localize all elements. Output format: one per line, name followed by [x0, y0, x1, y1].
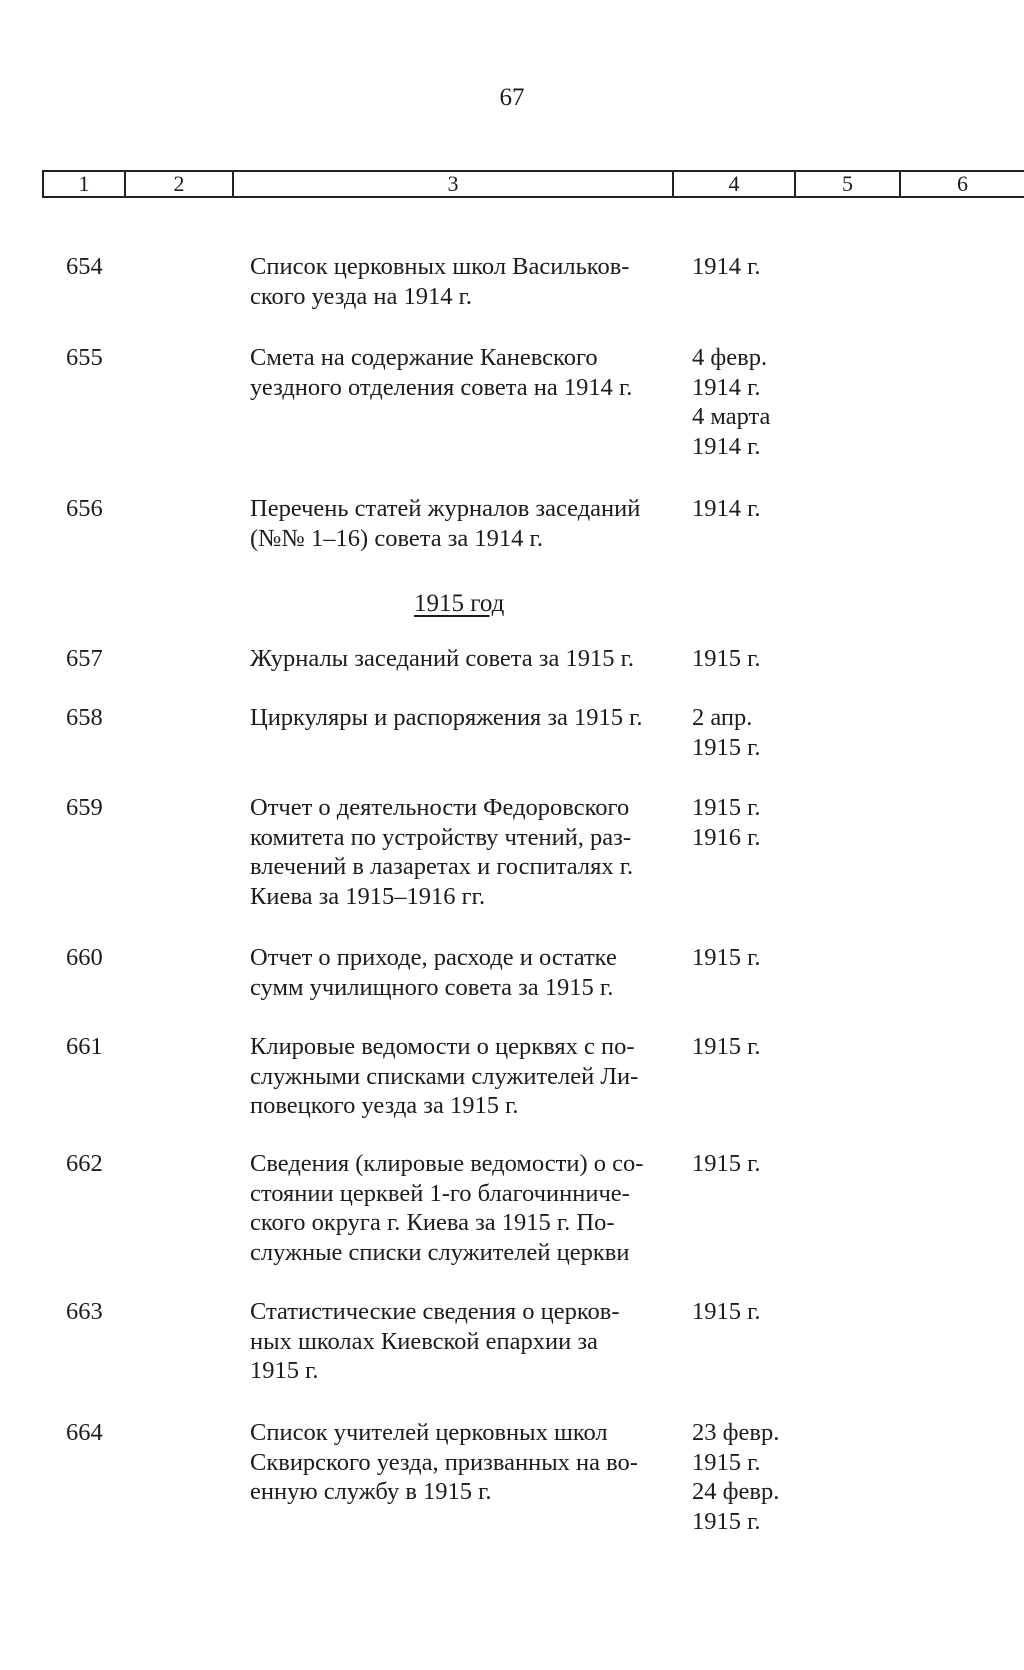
entry-title-line: стоянии церквей 1-го благочинниче- [250, 1179, 630, 1207]
entry-date-line: 4 февр. [692, 344, 768, 371]
entry-date-line: 1915 г. [692, 1448, 761, 1476]
column-header-2: 2 [126, 172, 234, 196]
entry-number: 662 [66, 1150, 103, 1177]
entry-date-line: 2 апр. [692, 704, 753, 731]
entry-title-line: Отчет о деятельности Федоровского [250, 794, 630, 821]
entry-date-line: 1915 г. [692, 645, 761, 672]
entry-title-line: служными списками служителей Ли- [250, 1062, 639, 1090]
entry-title [250, 494, 670, 553]
entry-date-line: 23 февр. [692, 1419, 780, 1446]
entry-title [250, 644, 670, 674]
entry-dates [692, 703, 761, 762]
entry-date-line: 4 марта [692, 403, 771, 430]
entry-title-line: Клировые ведомости о церквях с по- [250, 1033, 635, 1060]
entry-date-line: 1915 г. [692, 733, 761, 761]
entry-date-line: 1915 г. [692, 944, 761, 971]
entry-dates [692, 1418, 779, 1536]
entry-dates [692, 494, 761, 524]
entry-title-line: Журналы заседаний совета за 1915 г. [250, 645, 634, 672]
entry-date-line: 1915 г. [692, 794, 761, 821]
entry-dates [692, 1149, 761, 1179]
entry-title [250, 703, 670, 733]
entry-title [250, 1149, 670, 1267]
entry-date-line: 1914 г. [692, 373, 761, 401]
entry-title-line: уездного отделения совета на 1914 г. [250, 373, 633, 401]
column-header-3: 3 [234, 172, 674, 196]
entry-title-line: енную службу в 1915 г. [250, 1478, 492, 1505]
entry-title [250, 343, 670, 402]
entry-title [250, 1032, 670, 1121]
entry-title-line: повецкого уезда за 1915 г. [250, 1092, 519, 1119]
entry-title-line: Список церковных школ Васильков- [250, 253, 630, 280]
entry-date-line: 1914 г. [692, 495, 761, 522]
entry-date-line: 1915 г. [692, 1298, 761, 1325]
entry-dates [692, 644, 761, 674]
entry-title-line: ского уезда на 1914 г. [250, 282, 473, 310]
entry-title-line: Перечень статей журналов заседаний [250, 495, 641, 522]
entry-title [250, 793, 670, 911]
entry-title-line: комитета по устройству чтений, раз- [250, 823, 632, 851]
entry-title-line: Отчет о приходе, расходе и остатке [250, 944, 617, 971]
year-heading: 1915 год [414, 590, 505, 617]
page-number: 67 [499, 84, 525, 111]
entry-title-line: сумм училищного совета за 1915 г. [250, 973, 614, 1001]
entry-date-line: 1914 г. [692, 432, 761, 460]
entry-title-line: Статистические сведения о церков- [250, 1298, 620, 1325]
column-header-1: 1 [44, 172, 126, 196]
entry-date-line: 1914 г. [692, 253, 761, 280]
entry-dates [692, 343, 770, 461]
entry-title-line: ных школах Киевской епархии за [250, 1327, 598, 1355]
entry-title [250, 1297, 670, 1386]
entry-number: 654 [66, 253, 103, 280]
column-header-5: 5 [796, 172, 901, 196]
entry-title [250, 1418, 670, 1507]
entry-title-line: (№№ 1–16) совета за 1914 г. [250, 524, 543, 552]
column-header-6: 6 [957, 171, 968, 196]
entry-title-line: влечений в лазаретах и госпиталях г. [250, 853, 634, 880]
entry-number: 661 [66, 1033, 103, 1060]
entry-number: 664 [66, 1419, 103, 1446]
entry-title-line: 1915 г. [250, 1357, 319, 1384]
entry-number: 659 [66, 794, 103, 821]
entry-number: 658 [66, 704, 103, 731]
entry-title-line: Смета на содержание Каневского [250, 344, 598, 371]
entry-dates [692, 793, 761, 852]
entry-number: 656 [66, 495, 103, 522]
entry-title-line: Список учителей церковных школ [250, 1419, 608, 1446]
entry-title-line: ского округа г. Киева за 1915 г. По- [250, 1209, 615, 1236]
entry-date-line: 1915 г. [692, 1507, 761, 1535]
entry-number: 655 [66, 344, 103, 371]
entry-title-line: Циркуляры и распоряжения за 1915 г. [250, 704, 643, 731]
entry-title [250, 252, 670, 311]
entry-dates [692, 943, 761, 973]
entry-number: 663 [66, 1298, 103, 1325]
entry-number: 660 [66, 944, 103, 971]
entry-title [250, 943, 670, 1002]
entry-dates [692, 252, 761, 282]
entry-dates [692, 1297, 761, 1327]
entry-title-line: Сведения (клировые ведомости) о со- [250, 1150, 644, 1177]
entry-title-line: Сквирского уезда, призванных на во- [250, 1448, 638, 1476]
entry-number: 657 [66, 645, 103, 672]
entry-date-line: 1916 г. [692, 823, 761, 851]
entry-title-line: Киева за 1915–1916 гг. [250, 882, 486, 910]
entry-dates [692, 1032, 761, 1062]
column-header-4: 4 [674, 172, 796, 196]
entry-date-line: 24 февр. [692, 1478, 780, 1505]
entry-title-line: служные списки служителей церкви [250, 1238, 630, 1266]
entry-date-line: 1915 г. [692, 1150, 761, 1177]
entry-date-line: 1915 г. [692, 1033, 761, 1060]
